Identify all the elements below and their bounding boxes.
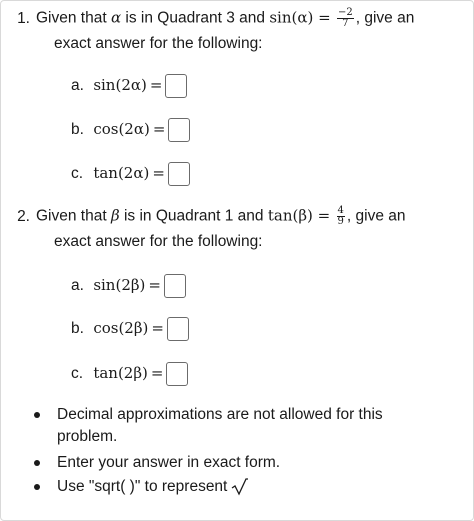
equals-sign: = (151, 319, 164, 337)
q2a-answer-input[interactable] (164, 274, 186, 298)
square-root-symbol-icon (231, 477, 249, 504)
q2-fraction (337, 206, 345, 227)
q2-item-b (71, 315, 189, 341)
q1-intro: Given that (36, 9, 107, 27)
equals-sign: = (152, 164, 165, 182)
equals-sign: = (152, 120, 166, 138)
q2-item-c (71, 360, 188, 386)
q1-item-label: a. (71, 77, 84, 94)
q2-intro: Given that (36, 207, 107, 225)
q1-number: 1. (17, 9, 30, 27)
q1-item-label: c. (71, 165, 84, 182)
note-item (34, 476, 414, 504)
q1-item-a (71, 72, 187, 98)
q2-middle: is in Quadrant 1 and (123, 207, 264, 225)
q2-fraction-denominator: 9 (337, 216, 344, 227)
q1c-answer-input[interactable] (168, 162, 190, 186)
q2-prompt-line2: exact answer for the following: (54, 233, 263, 250)
q2-item-expression: sin(2β) (93, 276, 146, 294)
q1-fraction (337, 8, 354, 29)
q1-variable: α (110, 8, 122, 27)
q2-prompt-line1 (0, 206, 406, 227)
q2c-answer-input[interactable] (166, 362, 188, 386)
q1-item-b (71, 116, 190, 142)
q2b-answer-input[interactable] (167, 317, 189, 341)
q2-number: 2. (17, 207, 30, 225)
q2-item-label: a. (71, 277, 84, 294)
note-text: Decimal approximations are not allowed for this problem. (57, 406, 383, 445)
q2-tail: , give an (346, 207, 406, 225)
q1b-answer-input[interactable] (168, 118, 190, 142)
q1-fraction-numerator: −2 (337, 7, 353, 18)
equals-sign: = (150, 364, 164, 382)
q1-item-label: b. (71, 121, 84, 138)
q2-item-label: b. (71, 320, 84, 337)
equals-sign: = (149, 76, 163, 94)
note-item (34, 404, 414, 448)
equals-sign: = (148, 276, 161, 294)
q1-item-expression: sin(2α) (93, 76, 147, 94)
bullet-icon (34, 460, 40, 466)
q1a-answer-input[interactable] (165, 74, 187, 98)
q1-prompt-line1 (0, 8, 414, 29)
q1-tail: , give an (355, 9, 415, 27)
q1-prompt-line2: exact answer for the following: (54, 35, 263, 52)
q1-function: sin(α) = (269, 8, 331, 27)
bullet-icon (34, 412, 40, 418)
q2-item-label: c. (71, 365, 84, 382)
q1-item-expression: tan(2α) (93, 164, 150, 182)
bullet-icon (34, 484, 40, 490)
q2-fraction-numerator: 4 (337, 205, 344, 216)
q2-variable: β (110, 206, 120, 225)
q2-item-expression: cos(2β) (93, 319, 149, 337)
q1-fraction-denominator: 7 (342, 18, 349, 29)
note-text: Use "sqrt( )" to represent (57, 478, 228, 495)
q2-item-a (71, 272, 186, 298)
q1-item-expression: cos(2α) (93, 120, 150, 138)
note-text: Enter your answer in exact form. (57, 454, 281, 471)
q1-item-c (71, 160, 190, 186)
note-item (34, 452, 414, 474)
q2-function: tan(β) = (267, 206, 331, 225)
q1-middle: is in Quadrant 3 and (125, 9, 266, 27)
q2-item-expression: tan(2β) (93, 364, 148, 382)
